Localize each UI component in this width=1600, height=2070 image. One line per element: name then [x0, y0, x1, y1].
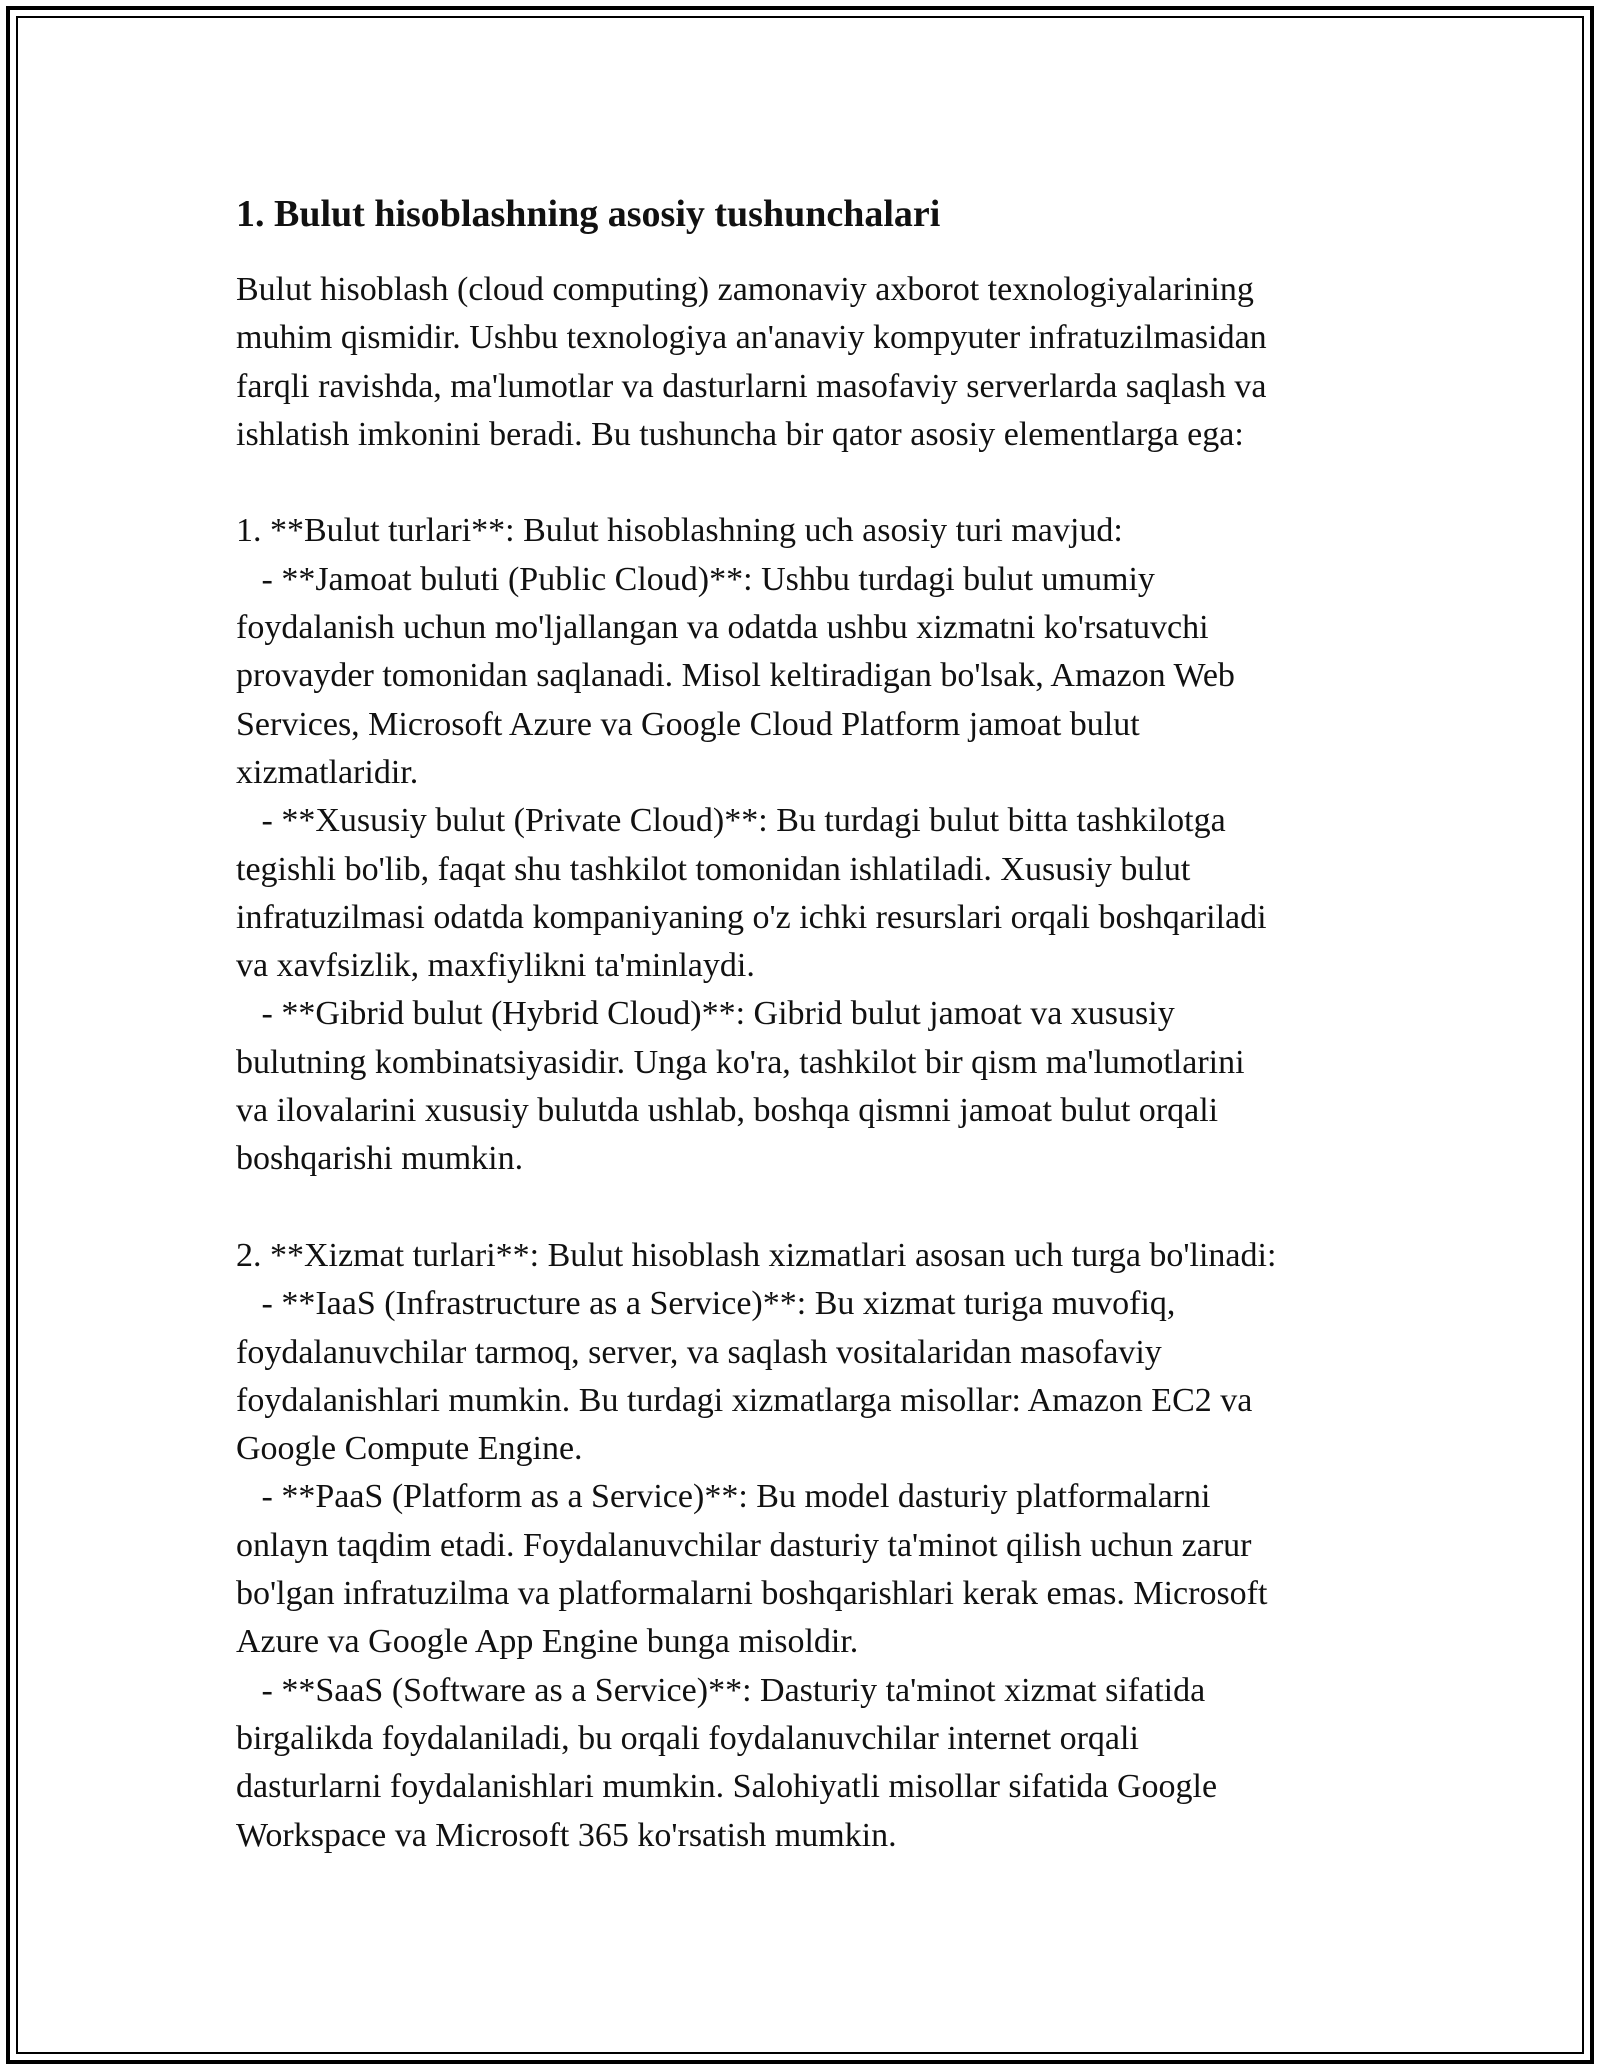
document-title: 1. Bulut hisoblashning asosiy tushunchalari — [236, 193, 941, 235]
document-content — [236, 186, 1366, 1860]
document-body: Bulut hisoblash (cloud computing) zamonaviy axborot texnologiyalarining muhim qismidir. Ushbu texnologiya an'anaviy kompyuter infratuzilmasidan farqli ravishda, ma'lumotlar va dasturlarni masofaviy serverlarda saqlash va ishlatish imkonini beradi. Bu tushuncha bir qator asosiy elementlarga ega: 1. **Bulut turlari**: Bulut hisoblashning uch asosiy turi mavjud: - **Jamoat buluti (Public Cloud)**: Ushbu turdagi bulut umumiy foydalanish uchun mo'ljallangan va odatda ushbu xizmatni ko'rsatuvchi provayder tomonidan saqlanadi. Misol keltiradigan bo'lsak, Amazon Web Services, Microsoft Azure va Google Cloud Platform jamoat bulut xizmatlaridir. - **Xususiy bulut (Private Cloud)**: Bu turdagi bulut bitta tashkilotga tegishli bo'lib, faqat shu tashkilot tomonidan ishlatiladi. Xususiy bulut infratuzilmasi odatda kompaniyaning o'z ichki resurslari orqali boshqariladi va xavfsizlik, maxfiylikni ta'minlaydi. - **Gibrid bulut (Hybrid Cloud)**: Gibrid bulut jamoat va xususiy bulutning kombinatsiyasidir. Unga ko'ra, tashkilot bir qism ma'lumotlarini va ilovalarini xususiy bulutda ushlab, boshqa qismni jamoat bulut orqali boshqarishi mumkin. 2. **Xizmat turlari**: Bulut hisoblash xizmatlari asosan uch turga bo'linadi: - **IaaS (Infrastructure as a Service)**: Bu xizmat turiga muvofiq, foydalanuvchilar tarmoq, server, va saqlash vositalaridan masofaviy foydalanishlari mumkin. Bu turdagi xizmatlarga misollar: Amazon EC2 va Google Compute Engine. - **PaaS (Platform as a Service)**: Bu model dasturiy platformalarni onlayn taqdim etadi. Foydalanuvchilar dasturiy ta'minot qilish uchun zarur bo'lgan infratuzilma va platformalarni boshqarishlari kerak emas. Microsoft Azure va Google App Engine bunga misoldir. - **SaaS (Software as a Service)**: Dasturiy ta'minot xizmat sifatida birgalikda foydalaniladi, bu orqali foydalanuvchilar internet orqali dasturlarni foydalanishlari mumkin. Salohiyatli misollar sifatida Google Workspace va Microsoft 365 ko'rsatish mumkin. — [236, 271, 1277, 1854]
